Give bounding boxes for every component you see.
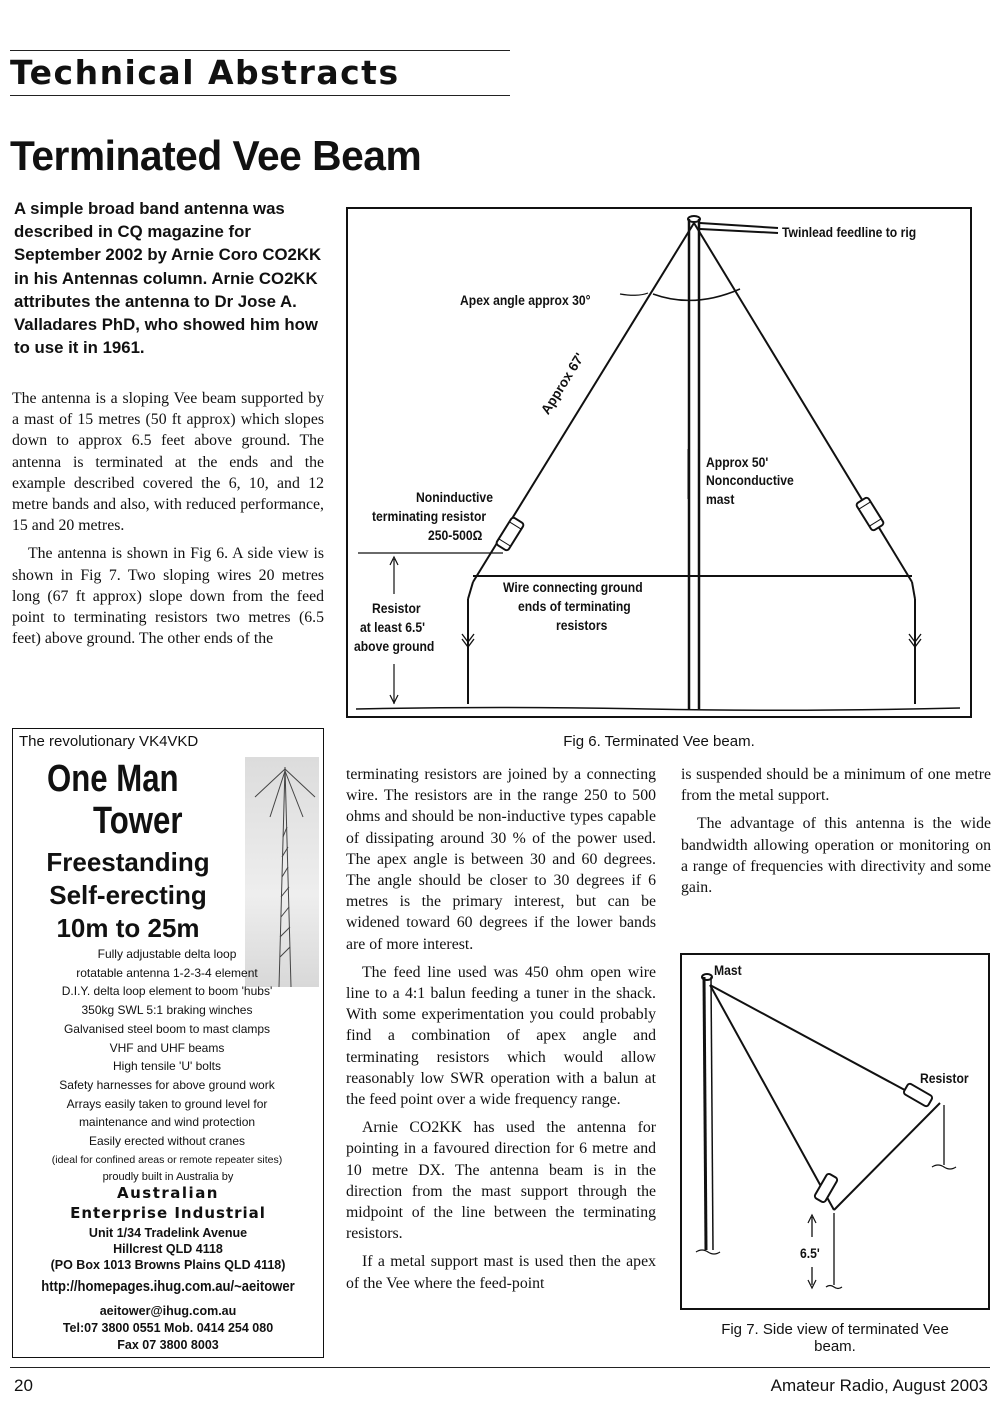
paragraph: is suspended should be a minimum of one metre from the metal support. — [681, 766, 991, 805]
ad-subtitle-2: Self-erecting — [49, 880, 207, 910]
section-title: Technical Abstracts — [10, 53, 400, 92]
label-resistor-3: 250-500Ω — [428, 528, 483, 543]
figure-7-caption — [680, 1321, 990, 1355]
label-mast-2: Nonconductive — [706, 473, 794, 488]
ad-address-1: Unit 1/34 Tradelink Avenue — [88, 1226, 248, 1240]
list-item: High tensile 'U' bolts — [113, 1059, 221, 1074]
resistor-right — [856, 497, 885, 532]
label-height-3: above ground — [354, 639, 435, 654]
list-item: Arrays easily taken to ground level for — [66, 1096, 268, 1111]
figure-6-diagram — [348, 209, 970, 716]
resistor-lower — [814, 1173, 838, 1203]
ad-company-2: Enterprise Industrial — [70, 1204, 266, 1222]
label-wire-2: ends of terminating — [518, 599, 631, 614]
magazine-issue: Amateur Radio, August 2003 — [770, 1376, 988, 1395]
ad-title-line-2: Tower — [93, 800, 183, 842]
ad-title-line-1: One Man — [47, 758, 179, 800]
ad-subtitle-3: 10m to 25m — [56, 913, 200, 943]
paragraph: The antenna is shown in Fig 6. A side view is shown in Fig 7. Two sloping wires 20 metres long (67 ft approx) slope down from the feed point to terminating resistors two metres (6.5 feet) above ground. The other ends of the — [12, 545, 324, 648]
advertisement — [12, 728, 324, 1358]
column-3 — [681, 764, 991, 905]
caption-line: Fig 7. Side view of terminated Vee — [721, 1321, 949, 1338]
figure-7 — [680, 953, 990, 1310]
ad-phone: Tel:07 3800 0551 Mob. 0414 254 080 — [62, 1321, 274, 1335]
label-resistor-1: Noninductive — [416, 490, 493, 505]
column-1 — [12, 388, 324, 656]
paragraph: If a metal support mast is used then the apex of the Vee where the feed-point — [346, 1253, 656, 1292]
ad-feature-list — [17, 945, 317, 1169]
label-apex-angle: Apex angle approx 30° — [460, 293, 591, 308]
ad-subtitle-1: Freestanding — [46, 847, 210, 877]
ad-company-1: Australian — [117, 1184, 219, 1202]
label-approx-67: Approx 67' — [538, 350, 588, 417]
list-item: 350kg SWL 5:1 braking winches — [81, 1003, 253, 1018]
figure-7-diagram — [682, 955, 988, 1308]
label-mast-3: mast — [706, 492, 735, 507]
ad-fax: Fax 07 3800 8003 — [117, 1338, 219, 1352]
list-item: Safety harnesses for above ground work — [59, 1077, 275, 1092]
article-title: Terminated Vee Beam — [10, 132, 422, 179]
ad-built-by: proudly built in Australia by — [102, 1171, 234, 1183]
figure-6 — [346, 207, 972, 718]
page-number: 20 — [14, 1376, 33, 1395]
list-item: rotatable antenna 1-2-3-4 element — [76, 965, 258, 980]
label-height-1: Resistor — [372, 601, 421, 616]
list-item: VHF and UHF beams — [109, 1040, 225, 1055]
paragraph: Arnie CO2KK has used the antenna for pointing in a favoured direction for 6 metre and 10 metre DX. The antenna beam is in the direction from the mast support through the midpoint of the line between the terminating resistors. — [346, 1119, 656, 1243]
list-item: Easily erected without cranes — [88, 1134, 246, 1149]
list-item: D.I.Y. delta loop element to boom 'hubs' — [61, 984, 273, 999]
label-mast-1: Approx 50' — [706, 455, 769, 470]
ad-note: (ideal for confined areas or remote repeater sites) — [51, 1153, 283, 1166]
ad-intro: The revolutionary VK4VKD — [19, 733, 199, 750]
list-item: Galvanised steel boom to mast clamps — [63, 1021, 271, 1036]
section-header — [10, 50, 510, 96]
ad-address-2: Hillcrest QLD 4118 — [113, 1242, 223, 1256]
paragraph: The advantage of this antenna is the wide bandwidth allowing operation or monitoring on a range of frequencies with directivity and some gain. — [681, 815, 991, 897]
list-item: maintenance and wind protection — [78, 1115, 256, 1130]
ad-url[interactable]: http://homepages.ihug.com.au/~aeitower — [41, 1279, 295, 1295]
footer-rule — [10, 1367, 990, 1368]
list-item: Fully adjustable delta loop — [97, 947, 237, 961]
paragraph: The feed line used was 450 ohm open wire line to a 4:1 balun feeding a tuner in the shack. With some experimentation you could probably find a combination of apex angle and terminating resistors which would allow reasonably low SWR operation with a balun at the feed point over a wide frequency range. — [346, 963, 656, 1109]
label-height: 6.5' — [800, 1246, 820, 1261]
label-twinlead: Twinlead feedline to rig — [782, 225, 917, 240]
label-mast: Mast — [714, 963, 742, 978]
label-wire-3: resistors — [556, 618, 608, 633]
label-resistor: Resistor — [920, 1071, 969, 1086]
caption-line: beam. — [814, 1338, 856, 1355]
figure-6-caption: Fig 6. Terminated Vee beam. — [563, 733, 755, 750]
paragraph: The antenna is a sloping Vee beam supported by a mast of 15 metres (50 ft approx) which slopes down to approx 6.5 feet above ground. The antenna is terminated at the ends and the example described covered the 6, 10, and 12 metre bands and also, with reduced performance, 15 and 20 metres. — [12, 390, 324, 535]
label-resistor-2: terminating resistor — [372, 509, 487, 524]
column-2 — [346, 764, 656, 1301]
paragraph: terminating resistors are joined by a connecting wire. The resistors are in the range 250 to 500 ohms and should be non-inductive types capable of dissipating around 30 % of the power used. The apex angle is between 30 and 60 degrees. The angle should be closer to 30 degrees if 6 metres is the primary interest, but can be widened toward 60 degrees if the lower bands are of more interest. — [346, 766, 656, 953]
resistor-left — [496, 517, 525, 552]
label-wire-1: Wire connecting ground — [503, 580, 643, 595]
label-height-2: at least 6.5' — [360, 620, 426, 635]
ad-address-3: (PO Box 1013 Browns Plains QLD 4118) — [50, 1258, 286, 1272]
ad-email[interactable]: aeitower@ihug.com.au — [99, 1304, 237, 1318]
article-lead: A simple broad band antenna was described in CQ magazine for September 2002 by Arnie Coro CO2KK in his Antennas column. Arnie CO2KK attributes the antenna to Dr Jose A. Valladares PhD, who showed him how to use it in 1961. — [14, 199, 322, 358]
